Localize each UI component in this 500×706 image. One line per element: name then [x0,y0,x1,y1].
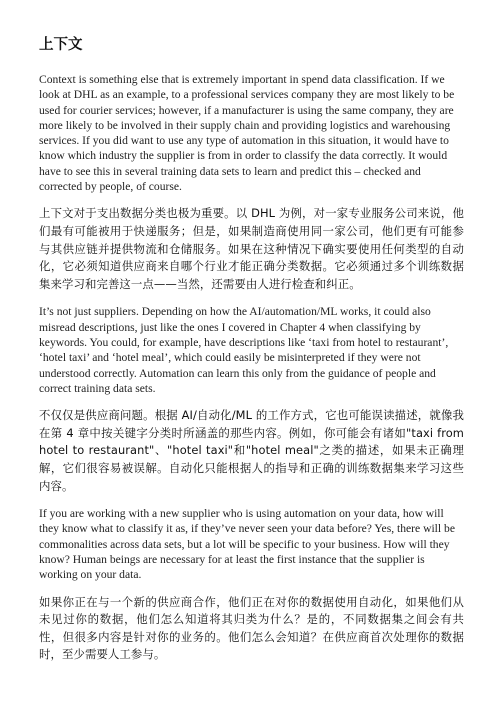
paragraph-suppliers-zh: 不仅仅是供应商问题。根据 AI/自动化/ML 的工作方式，它也可能误读描述，就像我在第 4 章中按关键字分类时所涵盖的那些内容。例如，你可能会有诸如"taxi from hotel to restaurant"、"hotel taxi"和"hotel meal"之类的描述，如果未正确理解，它们很容易被误解。自动化只能根据人的指导和正确的训练数据集来学习这些内容。 [39,408,464,493]
paragraph-new-supplier-en: If you are working with a new supplier who is using automation on your data, how will they know what to classify it as, if they’ve never seen your data before? Yes, there will be commonalities across data sets, but a lot will be specific to your business. How will they know? Human beings are necessary for at least the first instance that the supplier is working on your data. [39,507,455,582]
section-heading: 上下文 [39,37,83,53]
paragraph-new-supplier-zh: 如果你正在与一个新的供应商合作，他们正在对你的数据使用自动化，如果他们从未见过你的数据，他们怎么知道将其归类为什么？是的，不同数据集之间会有共性，但很多内容是针对你的业务的。他们怎么会知道？在供应商首次处理你的数据时，至少需要人工参与。 [39,594,464,662]
paragraph-context-en: Context is something else that is extremely important in spend data classification. If we look at DHL as an example, to a professional services company they are most likely to be used for courier services; however, if a manufacturer is using the same company, they are more likely to be involved in their supply chain and providing logistics and warehousing services. If you did want to use any type of automation in this situation, it would have to know which industry the supplier is from in order to classify the data correctly. It would have to see this in several training data sets to learn and predict this – checked and corrected by people, of course. [39,73,455,194]
paragraph-context-zh: 上下文对于支出数据分类也极为重要。以 DHL 为例，对一家专业服务公司来说，他们最有可能被用于快递服务；但是，如果制造商使用同一家公司，他们更有可能参与其供应链并提供物流和仓储服务。如果在这种情况下确实要使用任何类型的自动化，它必须知道供应商来自哪个行业才能正确分类数据。它必须通过多个训练数据集来学习和完善这一点——当然，还需要由人进行检查和纠正。 [39,206,464,291]
document-page [39,36,464,675]
paragraph-suppliers-en: It’s not just suppliers. Depending on how the AI/automation/ML works, it could also misread descriptions, just like the ones I covered in Chapter 4 when classifying by keywords. You could, for example, have descriptions like ‘taxi from hotel to restaurant’, ‘hotel taxi’ and ‘hotel meal’, which could easily be misinterpreted if they were not understood correctly. Automation can learn this only from the guidance of people and correct training data sets. [39,305,449,395]
